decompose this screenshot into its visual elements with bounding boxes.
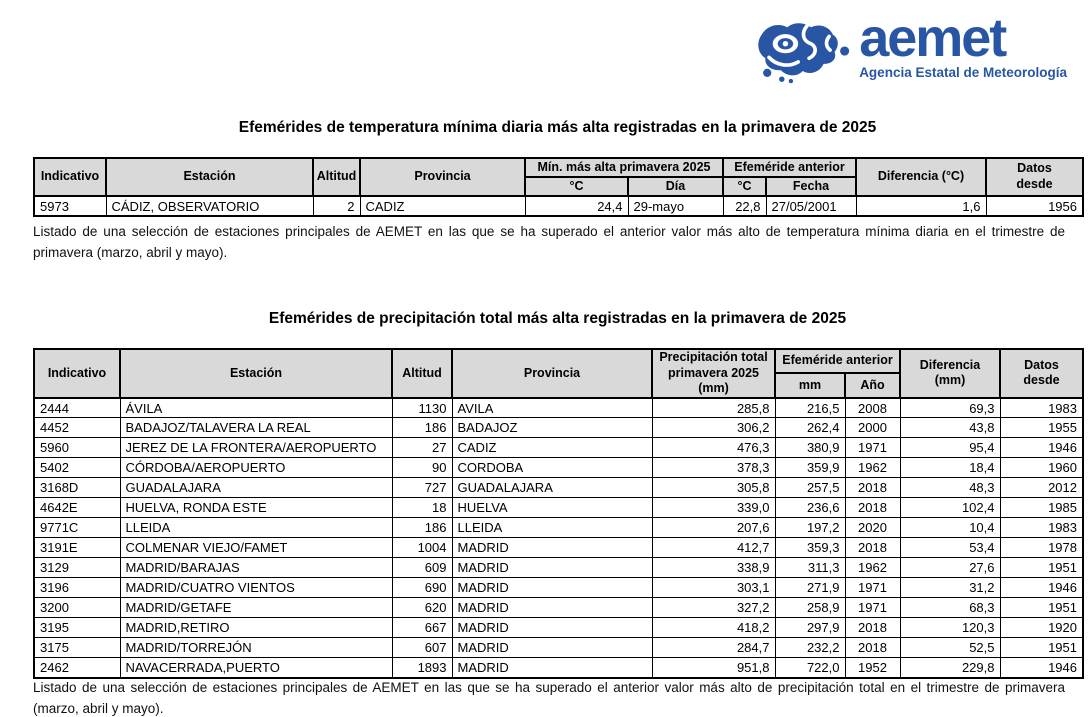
cell-datos-desde: 1960 xyxy=(1000,458,1083,478)
cell-efem-ano: 2020 xyxy=(845,518,900,538)
header-estacion: Estación xyxy=(106,158,313,196)
header-efem-grados: °C xyxy=(723,177,766,196)
cell-efem-ano: 2018 xyxy=(845,498,900,518)
cell-indicativo: 2444 xyxy=(34,398,120,418)
cell-provincia: GUADALAJARA xyxy=(452,478,652,498)
cell-precip-total: 338,9 xyxy=(652,558,775,578)
cell-diferencia: 68,3 xyxy=(900,598,1000,618)
temp-table-header xyxy=(34,158,1083,196)
cell-efem-ano: 1962 xyxy=(845,558,900,578)
cell-provincia: LLEIDA xyxy=(452,518,652,538)
cell-provincia: CADIZ xyxy=(360,196,525,216)
cell-provincia: CADIZ xyxy=(452,438,652,458)
cell-altitud: 18 xyxy=(392,498,452,518)
header-efem-ano: Año xyxy=(845,373,900,397)
aemet-logo xyxy=(749,8,1067,90)
cell-efem-ano: 1952 xyxy=(845,658,900,678)
header-efem-fecha: Fecha xyxy=(766,177,856,196)
cell-provincia: HUELVA xyxy=(452,498,652,518)
header-altitud: Altitud xyxy=(392,349,452,398)
cell-datos-desde: 1955 xyxy=(1000,418,1083,438)
cell-efem-mm: 380,9 xyxy=(775,438,845,458)
cell-altitud: 727 xyxy=(392,478,452,498)
cell-datos-desde: 1985 xyxy=(1000,498,1083,518)
cell-efem-mm: 359,3 xyxy=(775,538,845,558)
cell-datos-desde: 1951 xyxy=(1000,558,1083,578)
aemet-tagline: Agencia Estatal de Meteorología xyxy=(859,65,1067,80)
cell-provincia: AVILA xyxy=(452,398,652,418)
cell-indicativo: 4642E xyxy=(34,498,120,518)
header-provincia: Provincia xyxy=(360,158,525,196)
cell-diferencia: 18,4 xyxy=(900,458,1000,478)
cell-indicativo: 2462 xyxy=(34,658,120,678)
cell-efem-ano: 1971 xyxy=(845,438,900,458)
cell-estacion: JEREZ DE LA FRONTERA/AEROPUERTO xyxy=(120,438,392,458)
cell-estacion: MADRID,RETIRO xyxy=(120,618,392,638)
aemet-brand-text: aemet xyxy=(859,8,1006,68)
cell-estacion: CÓRDOBA/AEROPUERTO xyxy=(120,458,392,478)
precip-table-header xyxy=(34,349,1083,398)
cell-indicativo: 3129 xyxy=(34,558,120,578)
header-min-grados: °C xyxy=(525,177,628,196)
cell-diferencia: 53,4 xyxy=(900,538,1000,558)
cell-estacion: HUELVA, RONDA ESTE xyxy=(120,498,392,518)
cell-estacion: GUADALAJARA xyxy=(120,478,392,498)
cell-precip-total: 378,3 xyxy=(652,458,775,478)
cell-efem-ano: 2018 xyxy=(845,478,900,498)
cell-precip-total: 207,6 xyxy=(652,518,775,538)
header-indicativo: Indicativo xyxy=(34,349,120,398)
cell-estacion: MADRID/CUATRO VIENTOS xyxy=(120,578,392,598)
aemet-logo-mark xyxy=(749,12,851,90)
cell-efem-mm: 258,9 xyxy=(775,598,845,618)
cell-altitud: 186 xyxy=(392,418,452,438)
cell-diferencia: 1,6 xyxy=(856,196,986,216)
cell-indicativo: 3196 xyxy=(34,578,120,598)
cell-altitud: 186 xyxy=(392,518,452,538)
header-min-dia: Día xyxy=(628,177,723,196)
cell-estacion: MADRID/GETAFE xyxy=(120,598,392,618)
header-efemeride-anterior-group: Efeméride anterior xyxy=(723,158,856,177)
cell-diferencia: 120,3 xyxy=(900,618,1000,638)
cell-min-mas-alta: 24,4 xyxy=(525,196,628,216)
cell-estacion: MADRID/TORREJÓN xyxy=(120,638,392,658)
cell-indicativo: 5973 xyxy=(34,196,106,216)
temp-section-note: Listado de una selección de estaciones principales de AEMET en las que se ha superado el anterior valor más alto de temperatura mínima diaria en el trimestre de primavera (marzo, abril y mayo). xyxy=(33,224,1065,260)
cell-altitud: 620 xyxy=(392,598,452,618)
cell-indicativo: 3195 xyxy=(34,618,120,638)
cell-provincia: MADRID xyxy=(452,638,652,658)
cell-efem-ano: 2018 xyxy=(845,538,900,558)
cell-datos-desde: 1951 xyxy=(1000,598,1083,618)
cell-efem-mm: 216,5 xyxy=(775,398,845,418)
precip-table-body xyxy=(34,398,1083,678)
precip-records-table xyxy=(33,348,1084,679)
precip-table-row xyxy=(34,558,1083,578)
cell-efem-fecha: 27/05/2001 xyxy=(766,196,856,216)
cell-efem-mm: 197,2 xyxy=(775,518,845,538)
cell-diferencia: 102,4 xyxy=(900,498,1000,518)
temp-table-row xyxy=(34,196,1083,216)
cell-estacion: NAVACERRADA,PUERTO xyxy=(120,658,392,678)
cell-precip-total: 305,8 xyxy=(652,478,775,498)
cell-diferencia: 69,3 xyxy=(900,398,1000,418)
cell-provincia: MADRID xyxy=(452,578,652,598)
cell-datos-desde: 1946 xyxy=(1000,578,1083,598)
cell-altitud: 27 xyxy=(392,438,452,458)
cell-efem-valor: 22,8 xyxy=(723,196,766,216)
cell-datos-desde: 1951 xyxy=(1000,638,1083,658)
cell-datos-desde: 2012 xyxy=(1000,478,1083,498)
cell-datos-desde: 1920 xyxy=(1000,618,1083,638)
cell-efem-mm: 262,4 xyxy=(775,418,845,438)
header-precipitacion-total: Precipitación total primavera 2025 (mm) xyxy=(652,349,775,398)
cell-indicativo: 3168D xyxy=(34,478,120,498)
cell-datos-desde: 1983 xyxy=(1000,518,1083,538)
temp-records-table xyxy=(33,157,1084,217)
cell-precip-total: 476,3 xyxy=(652,438,775,458)
cell-efem-mm: 257,5 xyxy=(775,478,845,498)
cell-estacion: BADAJOZ/TALAVERA LA REAL xyxy=(120,418,392,438)
cell-datos-desde: 1946 xyxy=(1000,438,1083,458)
precip-table-row xyxy=(34,458,1083,478)
cell-efem-ano: 2008 xyxy=(845,398,900,418)
cell-efem-ano: 1962 xyxy=(845,458,900,478)
cell-precip-total: 303,1 xyxy=(652,578,775,598)
cell-altitud: 607 xyxy=(392,638,452,658)
header-altitud: Altitud xyxy=(313,158,360,196)
cell-efem-mm: 236,6 xyxy=(775,498,845,518)
precip-section-title: Efemérides de precipitación total más alta registradas en la primavera de 2025 xyxy=(268,310,847,327)
cell-indicativo: 3200 xyxy=(34,598,120,618)
cell-datos-desde: 1978 xyxy=(1000,538,1083,558)
cell-efem-ano: 1971 xyxy=(845,598,900,618)
cell-precip-total: 339,0 xyxy=(652,498,775,518)
precip-table-row xyxy=(34,398,1083,418)
cell-estacion: COLMENAR VIEJO/FAMET xyxy=(120,538,392,558)
precip-table-row xyxy=(34,618,1083,638)
cell-altitud: 1130 xyxy=(392,398,452,418)
header-provincia: Provincia xyxy=(452,349,652,398)
cell-datos-desde: 1946 xyxy=(1000,658,1083,678)
aemet-logo-text xyxy=(859,8,1067,80)
cell-datos-desde: 1956 xyxy=(986,196,1083,216)
cell-diferencia: 229,8 xyxy=(900,658,1000,678)
cell-diferencia: 43,8 xyxy=(900,418,1000,438)
cell-precip-total: 306,2 xyxy=(652,418,775,438)
precip-section-note: Listado de una selección de estaciones principales de AEMET en las que se ha superado el anterior valor más alto de precipitación total en el trimestre de primavera (marzo, abril y mayo). xyxy=(33,680,1065,716)
cell-altitud: 2 xyxy=(313,196,360,216)
precip-table-row xyxy=(34,578,1083,598)
cell-estacion: MADRID/BARAJAS xyxy=(120,558,392,578)
cell-indicativo: 5960 xyxy=(34,438,120,458)
precip-table-row xyxy=(34,518,1083,538)
header-datos-desde: Datos desde xyxy=(1000,349,1083,398)
cell-indicativo: 3175 xyxy=(34,638,120,658)
precip-table-row xyxy=(34,438,1083,458)
cell-efem-mm: 359,9 xyxy=(775,458,845,478)
cell-provincia: BADAJOZ xyxy=(452,418,652,438)
header-efem-mm: mm xyxy=(775,373,845,397)
cell-provincia: MADRID xyxy=(452,618,652,638)
cell-provincia: MADRID xyxy=(452,538,652,558)
precip-table-row xyxy=(34,638,1083,658)
precip-table-row xyxy=(34,598,1083,618)
header-estacion: Estación xyxy=(120,349,392,398)
cell-efem-mm: 311,3 xyxy=(775,558,845,578)
cell-efem-mm: 297,9 xyxy=(775,618,845,638)
precip-table-row xyxy=(34,538,1083,558)
cell-diferencia: 27,6 xyxy=(900,558,1000,578)
header-diferencia: Diferencia (mm) xyxy=(900,349,1000,398)
precip-table-row xyxy=(34,658,1083,678)
cell-precip-total: 327,2 xyxy=(652,598,775,618)
cell-diferencia: 52,5 xyxy=(900,638,1000,658)
cell-indicativo: 4452 xyxy=(34,418,120,438)
cell-diferencia: 48,3 xyxy=(900,478,1000,498)
cell-efem-ano: 1971 xyxy=(845,578,900,598)
cell-precip-total: 284,7 xyxy=(652,638,775,658)
cell-precip-total: 418,2 xyxy=(652,618,775,638)
cell-provincia: CORDOBA xyxy=(452,458,652,478)
precip-table-row xyxy=(34,478,1083,498)
cell-efem-mm: 271,9 xyxy=(775,578,845,598)
cell-efem-mm: 722,0 xyxy=(775,658,845,678)
cell-datos-desde: 1983 xyxy=(1000,398,1083,418)
cell-diferencia: 31,2 xyxy=(900,578,1000,598)
header-indicativo: Indicativo xyxy=(34,158,106,196)
header-min-mas-alta-group: Mín. más alta primavera 2025 xyxy=(525,158,723,177)
header-datos-desde: Datos desde xyxy=(986,158,1083,196)
cell-altitud: 1004 xyxy=(392,538,452,558)
cell-altitud: 690 xyxy=(392,578,452,598)
precip-table-row xyxy=(34,498,1083,518)
cell-dia: 29-mayo xyxy=(628,196,723,216)
cell-indicativo: 3191E xyxy=(34,538,120,558)
precip-table-row xyxy=(34,418,1083,438)
cell-diferencia: 10,4 xyxy=(900,518,1000,538)
cell-efem-ano: 2018 xyxy=(845,618,900,638)
cell-altitud: 1893 xyxy=(392,658,452,678)
cell-precip-total: 412,7 xyxy=(652,538,775,558)
cell-altitud: 667 xyxy=(392,618,452,638)
cell-indicativo: 9771C xyxy=(34,518,120,538)
cell-efem-ano: 2018 xyxy=(845,638,900,658)
cell-indicativo: 5402 xyxy=(34,458,120,478)
cell-altitud: 90 xyxy=(392,458,452,478)
cell-estacion: ÁVILA xyxy=(120,398,392,418)
cell-precip-total: 951,8 xyxy=(652,658,775,678)
cell-provincia: MADRID xyxy=(452,598,652,618)
cell-estacion: LLEIDA xyxy=(120,518,392,538)
cell-efem-mm: 232,2 xyxy=(775,638,845,658)
temp-section-title: Efemérides de temperatura mínima diaria más alta registradas en la primavera de 2025 xyxy=(238,119,877,136)
cell-provincia: MADRID xyxy=(452,658,652,678)
header-efemeride-anterior-group: Efeméride anterior xyxy=(775,349,900,373)
cell-efem-ano: 2000 xyxy=(845,418,900,438)
header-diferencia: Diferencia (°C) xyxy=(856,158,986,196)
temp-table-body xyxy=(34,196,1083,216)
cell-diferencia: 95,4 xyxy=(900,438,1000,458)
cell-estacion: CÁDIZ, OBSERVATORIO xyxy=(106,196,313,216)
cell-precip-total: 285,8 xyxy=(652,398,775,418)
cell-altitud: 609 xyxy=(392,558,452,578)
cell-provincia: MADRID xyxy=(452,558,652,578)
